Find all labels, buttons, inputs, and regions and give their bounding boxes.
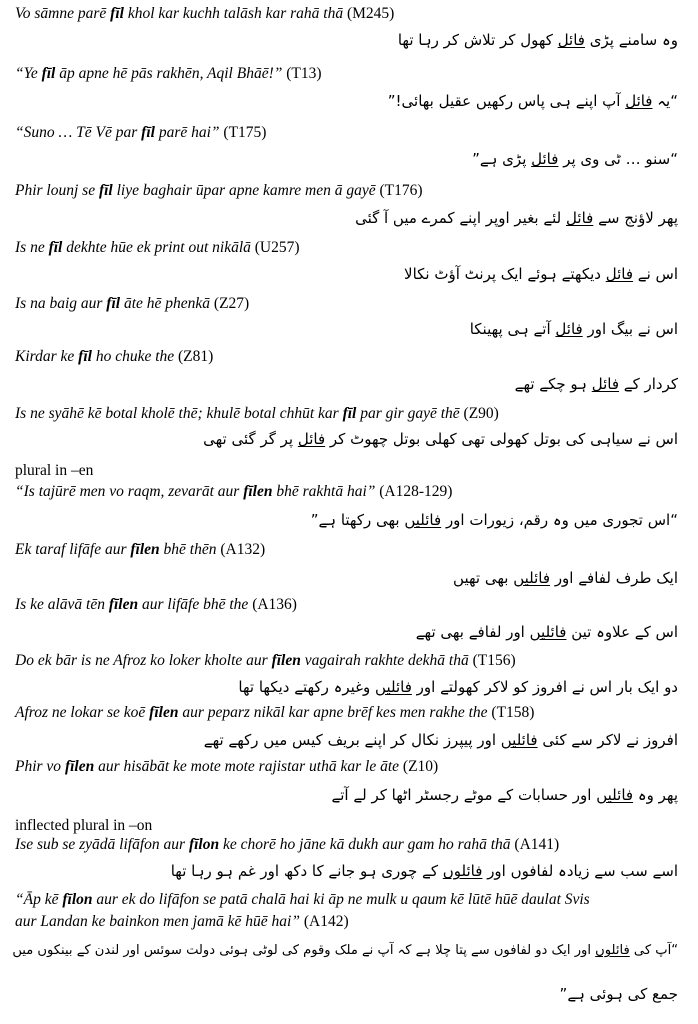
- urdu-line: دو ایک بار اس نے افروز کو لاکر کھولتے اور فائلیں وغیرہ رکھتے دیکھا تھا: [238, 678, 678, 696]
- urdu-line: پھر لاؤنج سے فائل لئے بغیر اوپر اپنے کمرے میں آ گئی: [355, 209, 678, 227]
- keyword: fīlen: [130, 541, 160, 558]
- section-heading: plural in –en: [15, 462, 94, 479]
- urdu-line: پھر وہ فائلیں اور حسابات کے موٹے رجسٹر اٹھا کر لے آتے: [331, 786, 678, 804]
- translit-line: Vo sāmne parē fīl khol kar kuchh talāsh kar rahā thā (M245): [15, 5, 395, 22]
- keyword-urdu: فائل: [555, 320, 583, 338]
- urdu-line: ایک طرف لفافے اور فائلیں بھی تھیں: [453, 569, 678, 587]
- keyword-urdu: فائل: [297, 430, 326, 448]
- translit-line: Is ke alāvā tēn fīlen aur lifāfe bhē the (A136): [15, 596, 297, 613]
- keyword: fīl: [110, 5, 124, 22]
- keyword-urdu: فائل: [591, 375, 620, 393]
- keyword-urdu: فائلیں: [500, 731, 538, 749]
- urdu-line: “آپ کی فائلوں اور ایک دو لفافوں سے پتا چلا ہے کہ آپ نے ملک وقوم کی لوٹی ہوئی دولت سوئس اور لندن کے بینکوں میں: [12, 943, 678, 958]
- keyword: fīl: [98, 182, 113, 199]
- keyword: fīlen: [108, 596, 139, 613]
- urdu-line: “اس تجوری میں وہ رقم، زیورات اور فائلیں بھی رکھتا ہے”: [310, 511, 678, 529]
- keyword: fīl: [141, 124, 155, 141]
- keyword: fīl: [78, 348, 92, 365]
- keyword: fīl: [106, 295, 121, 312]
- urdu-line: اس نے بیگ اور فائل آتے ہی پھینکا: [469, 320, 678, 338]
- translit-line: Afroz ne lokar se koē fīlen aur peparz nikāl kar apne brēf kes men rakhe the (T158): [15, 704, 535, 721]
- urdu-line: اسے سب سے زیادہ لفافوں اور فائلوں کے چوری ہو جانے کا دکھ اور غم ہو رہا تھا: [170, 862, 678, 880]
- keyword-urdu: فائل: [625, 92, 653, 110]
- keyword-urdu: فائلیں: [375, 678, 412, 696]
- keyword: fīlen: [271, 652, 301, 669]
- section-heading: inflected plural in –on: [15, 817, 153, 834]
- urdu-line: “سنو … ٹی وی پر فائل پڑی ہے”: [472, 150, 678, 168]
- urdu-line: “یہ فائل آپ اپنے ہی پاس رکھیں عقیل بھائی!”: [387, 92, 678, 110]
- keyword-urdu: فائلوں: [442, 862, 483, 880]
- translit-line: “Āp kē fīlon aur ek do lifāfon se patā chalā hai ki āp ne mulk u qaum kē lūtē hūē daulat Svis: [15, 891, 590, 908]
- keyword: fīlen: [64, 758, 95, 775]
- translit-line: “Suno … Tē Vē par fīl parē hai” (T175): [15, 124, 267, 141]
- keyword-urdu: فائلیں: [596, 786, 634, 804]
- translit-line: “Is tajūrē men vo raqm, zevarāt aur fīlen bhē rakhtā hai” (A128-129): [15, 483, 453, 500]
- translit-line: Is na baig aur fīl āte hē phenkā (Z27): [15, 295, 250, 312]
- keyword: fīl: [48, 239, 63, 256]
- keyword-urdu: فائل: [557, 31, 585, 49]
- urdu-line: جمع کی ہوئی ہے”: [559, 985, 678, 1003]
- urdu-line: وہ سامنے پڑی فائل کھول کر تلاش کر رہا تھا: [397, 31, 678, 49]
- keyword: fīlen: [243, 483, 273, 500]
- keyword: fīlon: [62, 891, 93, 908]
- translit-line: Do ek bār is ne Afroz ko loker kholte aur fīlen vagairah rakhte dekhā thā (T156): [15, 652, 516, 669]
- translit-line: Phir lounj se fīl liye baghair ūpar apne kamre men ā gayē (T176): [15, 182, 423, 199]
- keyword-urdu: فائلوں: [595, 943, 630, 958]
- keyword-urdu: فائلیں: [404, 511, 442, 529]
- translit-line: Is ne syāhē kē botal kholē thē; khulē botal chhūt kar fīl par gir gayē thē (Z90): [15, 405, 499, 422]
- keyword-urdu: فائلیں: [529, 623, 567, 641]
- translit-line: Phir vo fīlen aur hisābāt ke mote mote rajistar uthā kar le āte (Z10): [15, 758, 439, 775]
- translit-line: Ek taraf lifāfe aur fīlen bhē thēn (A132): [15, 541, 266, 558]
- urdu-line: اس نے فائل دیکھتے ہوئے ایک پرنٹ آؤٹ نکالا: [404, 265, 678, 283]
- keyword: fīlon: [188, 836, 220, 853]
- urdu-line: اس کے علاوہ تین فائلیں اور لفافے بھی تھے: [415, 623, 678, 641]
- keyword: fīl: [342, 405, 357, 422]
- urdu-line: اس نے سیاہی کی بوتل کھولی تھی کھلی بوتل چھوٹ کر فائل پر گر گئی تھی: [203, 430, 678, 448]
- urdu-line: کردار کے فائل ہو چکے تھے: [514, 375, 678, 393]
- keyword-urdu: فائل: [605, 265, 634, 283]
- urdu-line: افروز نے لاکر سے کئی فائلیں اور پیپرز نکال کر اپنے بریف کیس میں رکھے تھے: [203, 731, 678, 749]
- translit-line: Is ne fīl dekhte hūe ek print out nikālā (U257): [15, 239, 300, 256]
- keyword: fīl: [41, 65, 56, 82]
- translit-line: Ise sub se zyādā lifāfon aur fīlon ke chorē ho jāne kā dukh aur gam ho rahā thā (A141): [15, 836, 560, 853]
- keyword-urdu: فائلیں: [513, 569, 551, 587]
- translit-line: aur Landan ke bainkon men jamā kē hūē hai” (A142): [15, 913, 349, 930]
- keyword: fīlen: [149, 704, 179, 721]
- keyword-urdu: فائل: [531, 150, 559, 168]
- keyword-urdu: فائل: [566, 209, 594, 227]
- translit-line: Kirdar ke fīl ho chuke the (Z81): [15, 348, 214, 365]
- translit-line: “Ye fīl āp apne hē pās rakhēn, Aqil Bhāē!” (T13): [15, 65, 322, 82]
